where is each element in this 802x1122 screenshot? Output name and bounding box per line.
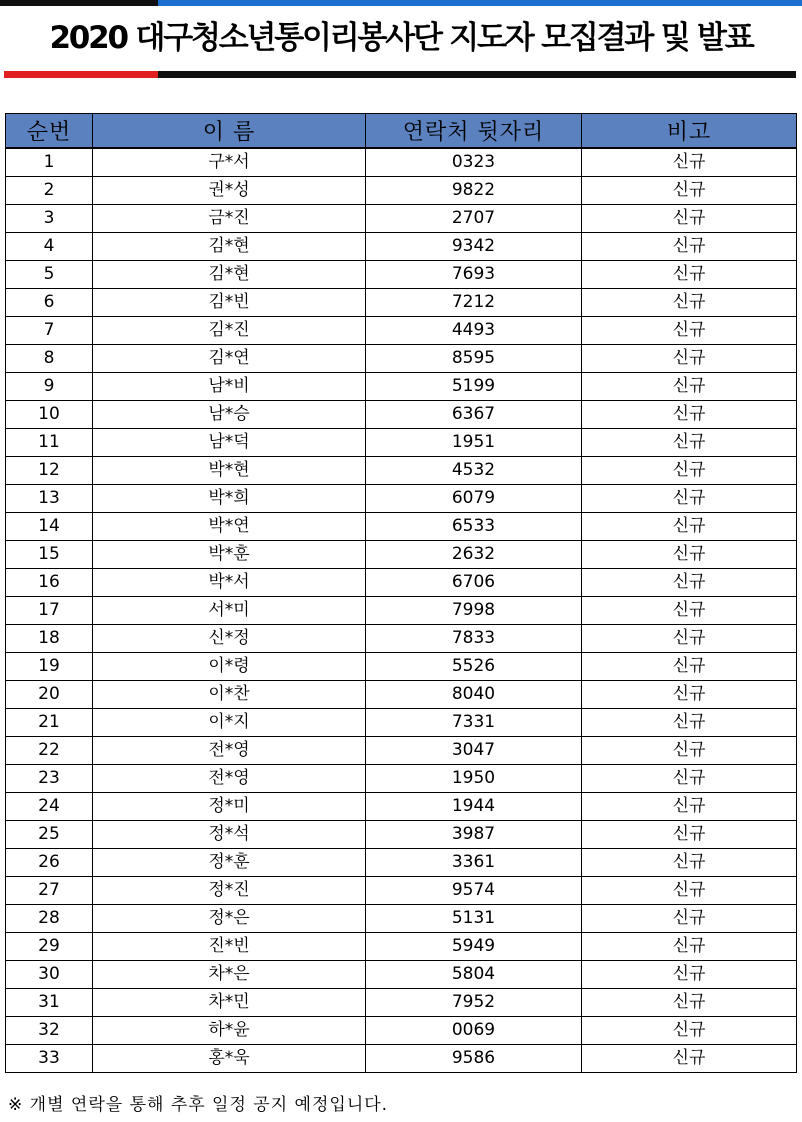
- cell-number: 31: [6, 989, 93, 1017]
- cell-contact: 7212: [366, 289, 582, 317]
- top-bar-blue-segment: [158, 0, 802, 6]
- cell-contact: 6079: [366, 485, 582, 513]
- table-row: [6, 737, 797, 765]
- cell-remarks: 신규: [582, 877, 797, 905]
- cell-contact: 0323: [366, 148, 582, 177]
- cell-contact: 7998: [366, 597, 582, 625]
- cell-contact: 9342: [366, 233, 582, 261]
- cell-number: 21: [6, 709, 93, 737]
- cell-remarks: 신규: [582, 233, 797, 261]
- cell-number: 33: [6, 1045, 93, 1073]
- cell-contact: 9586: [366, 1045, 582, 1073]
- cell-number: 22: [6, 737, 93, 765]
- cell-number: 13: [6, 485, 93, 513]
- table-row: [6, 205, 797, 233]
- underline-red-segment: [4, 71, 158, 78]
- table-row: [6, 457, 797, 485]
- cell-remarks: 신규: [582, 1017, 797, 1045]
- cell-name: 정*미: [93, 793, 366, 821]
- cell-number: 1: [6, 148, 93, 177]
- cell-remarks: 신규: [582, 429, 797, 457]
- cell-remarks: 신규: [582, 737, 797, 765]
- cell-contact: 6367: [366, 401, 582, 429]
- cell-remarks: 신규: [582, 569, 797, 597]
- cell-contact: 3047: [366, 737, 582, 765]
- cell-contact: 1944: [366, 793, 582, 821]
- table-row: [6, 541, 797, 569]
- cell-name: 진*빈: [93, 933, 366, 961]
- table-row: [6, 261, 797, 289]
- cell-contact: 9574: [366, 877, 582, 905]
- cell-remarks: 신규: [582, 177, 797, 205]
- header-remarks: 비고: [582, 114, 797, 149]
- cell-number: 4: [6, 233, 93, 261]
- cell-contact: 1951: [366, 429, 582, 457]
- cell-name: 차*민: [93, 989, 366, 1017]
- cell-name: 금*진: [93, 205, 366, 233]
- cell-contact: 7331: [366, 709, 582, 737]
- cell-contact: 4532: [366, 457, 582, 485]
- cell-number: 12: [6, 457, 93, 485]
- top-bar-dark-segment: [0, 0, 158, 6]
- table-row: [6, 485, 797, 513]
- table-row: [6, 877, 797, 905]
- roster-table: [5, 113, 797, 1073]
- cell-remarks: 신규: [582, 933, 797, 961]
- cell-remarks: 신규: [582, 289, 797, 317]
- cell-number: 6: [6, 289, 93, 317]
- cell-remarks: 신규: [582, 597, 797, 625]
- cell-number: 32: [6, 1017, 93, 1045]
- cell-number: 7: [6, 317, 93, 345]
- cell-contact: 5199: [366, 373, 582, 401]
- page-title: 2020 대구청소년통이리봉사단 지도자 모집결과 및 발표: [49, 20, 753, 56]
- cell-remarks: 신규: [582, 541, 797, 569]
- cell-number: 3: [6, 205, 93, 233]
- table-row: [6, 597, 797, 625]
- cell-name: 김*연: [93, 345, 366, 373]
- table-row: [6, 625, 797, 653]
- cell-number: 17: [6, 597, 93, 625]
- table-row: [6, 233, 797, 261]
- cell-name: 정*은: [93, 905, 366, 933]
- cell-name: 전*영: [93, 737, 366, 765]
- cell-remarks: 신규: [582, 205, 797, 233]
- top-accent-bar: [0, 0, 802, 6]
- cell-number: 29: [6, 933, 93, 961]
- cell-remarks: 신규: [582, 849, 797, 877]
- cell-remarks: 신규: [582, 513, 797, 541]
- cell-name: 정*진: [93, 877, 366, 905]
- cell-remarks: 신규: [582, 681, 797, 709]
- cell-remarks: 신규: [582, 989, 797, 1017]
- cell-remarks: 신규: [582, 457, 797, 485]
- cell-remarks: 신규: [582, 148, 797, 177]
- cell-name: 김*빈: [93, 289, 366, 317]
- cell-name: 홍*욱: [93, 1045, 366, 1073]
- table-row: [6, 961, 797, 989]
- cell-number: 24: [6, 793, 93, 821]
- cell-name: 박*현: [93, 457, 366, 485]
- cell-remarks: 신규: [582, 765, 797, 793]
- table-row: [6, 765, 797, 793]
- cell-number: 9: [6, 373, 93, 401]
- cell-number: 18: [6, 625, 93, 653]
- cell-name: 하*윤: [93, 1017, 366, 1045]
- cell-number: 28: [6, 905, 93, 933]
- table-row: [6, 177, 797, 205]
- cell-contact: 8595: [366, 345, 582, 373]
- table-row: [6, 317, 797, 345]
- cell-remarks: 신규: [582, 485, 797, 513]
- cell-contact: 2707: [366, 205, 582, 233]
- cell-number: 26: [6, 849, 93, 877]
- table-row: [6, 681, 797, 709]
- cell-name: 구*서: [93, 148, 366, 177]
- table-body: [6, 148, 797, 1073]
- cell-contact: 3987: [366, 821, 582, 849]
- cell-contact: 5131: [366, 905, 582, 933]
- cell-contact: 5804: [366, 961, 582, 989]
- cell-remarks: 신규: [582, 317, 797, 345]
- cell-contact: 5526: [366, 653, 582, 681]
- cell-name: 남*승: [93, 401, 366, 429]
- cell-contact: 8040: [366, 681, 582, 709]
- cell-remarks: 신규: [582, 793, 797, 821]
- table-row: [6, 345, 797, 373]
- table-row: [6, 1017, 797, 1045]
- cell-remarks: 신규: [582, 625, 797, 653]
- cell-name: 정*석: [93, 821, 366, 849]
- table-row: [6, 933, 797, 961]
- cell-name: 이*지: [93, 709, 366, 737]
- cell-contact: 6533: [366, 513, 582, 541]
- cell-name: 김*진: [93, 317, 366, 345]
- table-row: [6, 373, 797, 401]
- cell-name: 권*성: [93, 177, 366, 205]
- cell-contact: 5949: [366, 933, 582, 961]
- table-row: [6, 1045, 797, 1073]
- cell-name: 이*찬: [93, 681, 366, 709]
- cell-number: 5: [6, 261, 93, 289]
- table-row: [6, 821, 797, 849]
- cell-number: 8: [6, 345, 93, 373]
- cell-contact: 2632: [366, 541, 582, 569]
- cell-contact: 7693: [366, 261, 582, 289]
- table-header-row: [6, 114, 797, 149]
- header-name: 이 름: [93, 114, 366, 149]
- cell-contact: 7833: [366, 625, 582, 653]
- cell-name: 김*현: [93, 261, 366, 289]
- table-row: [6, 709, 797, 737]
- cell-remarks: 신규: [582, 821, 797, 849]
- cell-name: 신*정: [93, 625, 366, 653]
- cell-contact: 6706: [366, 569, 582, 597]
- cell-name: 정*훈: [93, 849, 366, 877]
- cell-remarks: 신규: [582, 961, 797, 989]
- cell-name: 김*현: [93, 233, 366, 261]
- cell-contact: 1950: [366, 765, 582, 793]
- cell-name: 박*서: [93, 569, 366, 597]
- table-row: [6, 793, 797, 821]
- cell-remarks: 신규: [582, 373, 797, 401]
- cell-remarks: 신규: [582, 653, 797, 681]
- table-row: [6, 429, 797, 457]
- cell-name: 남*비: [93, 373, 366, 401]
- cell-number: 27: [6, 877, 93, 905]
- cell-name: 전*영: [93, 765, 366, 793]
- table-row: [6, 989, 797, 1017]
- cell-contact: 9822: [366, 177, 582, 205]
- table-row: [6, 905, 797, 933]
- cell-name: 차*은: [93, 961, 366, 989]
- cell-name: 박*훈: [93, 541, 366, 569]
- cell-contact: 0069: [366, 1017, 582, 1045]
- cell-number: 16: [6, 569, 93, 597]
- cell-remarks: 신규: [582, 261, 797, 289]
- cell-name: 서*미: [93, 597, 366, 625]
- cell-number: 20: [6, 681, 93, 709]
- cell-remarks: 신규: [582, 401, 797, 429]
- footnote: ※ 개별 연락을 통해 추후 일정 공지 예정입니다.: [8, 1095, 389, 1115]
- cell-remarks: 신규: [582, 1045, 797, 1073]
- table-row: [6, 513, 797, 541]
- cell-contact: 4493: [366, 317, 582, 345]
- cell-number: 25: [6, 821, 93, 849]
- cell-number: 10: [6, 401, 93, 429]
- cell-number: 15: [6, 541, 93, 569]
- cell-name: 이*령: [93, 653, 366, 681]
- cell-number: 30: [6, 961, 93, 989]
- cell-number: 23: [6, 765, 93, 793]
- cell-remarks: 신규: [582, 905, 797, 933]
- table-row: [6, 148, 797, 177]
- cell-contact: 3361: [366, 849, 582, 877]
- table-row: [6, 569, 797, 597]
- cell-name: 박*희: [93, 485, 366, 513]
- header-contact: 연락처 뒷자리: [366, 114, 582, 149]
- cell-contact: 7952: [366, 989, 582, 1017]
- table-row: [6, 401, 797, 429]
- cell-remarks: 신규: [582, 709, 797, 737]
- table-row: [6, 653, 797, 681]
- cell-number: 19: [6, 653, 93, 681]
- title-underline-bar: [4, 71, 796, 78]
- cell-number: 11: [6, 429, 93, 457]
- cell-number: 14: [6, 513, 93, 541]
- table-row: [6, 289, 797, 317]
- cell-remarks: 신규: [582, 345, 797, 373]
- table-row: [6, 849, 797, 877]
- cell-number: 2: [6, 177, 93, 205]
- cell-name: 박*연: [93, 513, 366, 541]
- underline-black-segment: [158, 71, 796, 78]
- header-number: 순번: [6, 114, 93, 149]
- cell-name: 남*덕: [93, 429, 366, 457]
